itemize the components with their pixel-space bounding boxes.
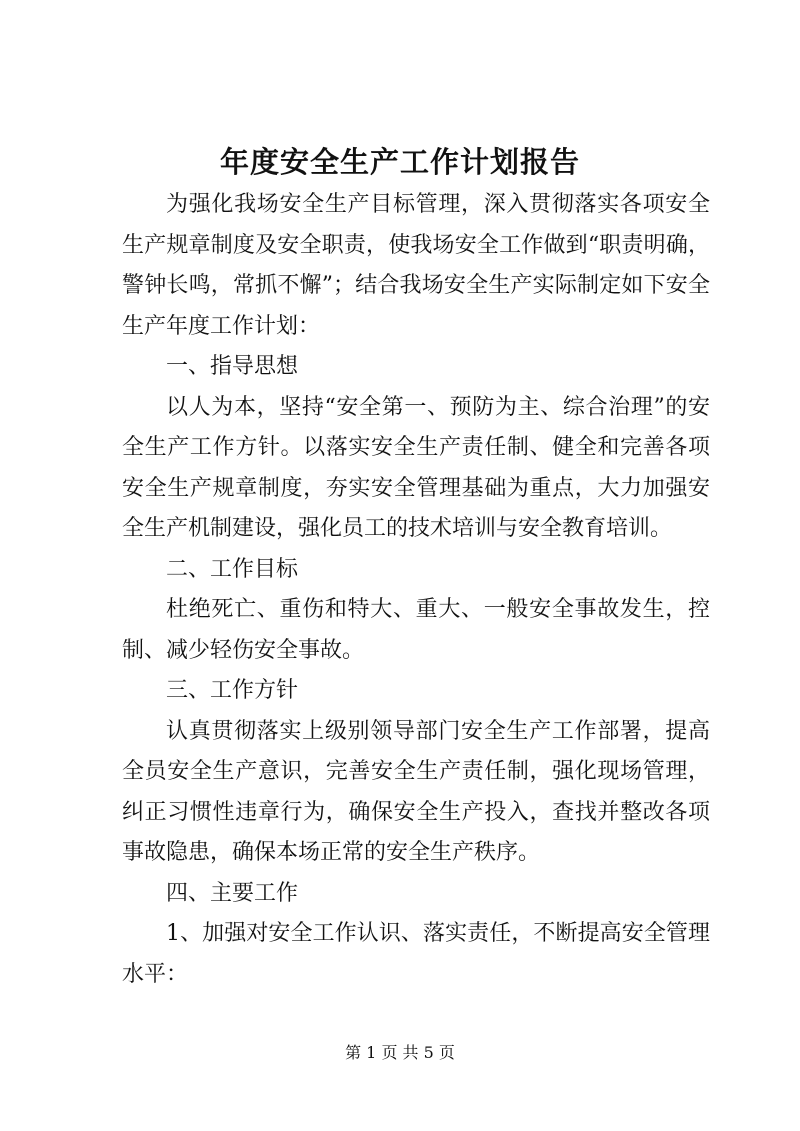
section-heading-main-work: 四、主要工作 <box>166 880 299 906</box>
intro-paragraph: 为强化我场安全生产目标管理，深入贯彻落实各项安全生产规章制度及安全职责，使我场安全工作做到“职责明确，警钟长鸣，常抓不懈”；结合我场安全生产实际制定如下安全生产年度工作计划： <box>122 192 710 339</box>
section-heading-work-policy: 三、工作方针 <box>166 678 299 703</box>
main-work-item-1: 1、加强对安全工作认识、落实责任，不断提高安全管理水平： <box>122 921 710 987</box>
document-body <box>122 185 710 995</box>
page-footer: 第 1 页 共 5 页 <box>345 1043 455 1062</box>
guiding-ideology-paragraph: 以人为本，坚持“安全第一、预防为主、综合治理”的安全生产工作方针。以落实安全生产责任制、健全和完善各项安全生产规章制度，夯实安全管理基础为重点，大力加强安全生产机制建设，强化员工的技术培训与安全教育培训。 <box>122 394 710 541</box>
section-heading-work-goals: 二、工作目标 <box>166 556 299 582</box>
document-title: 年度安全生产工作计划报告 <box>219 145 580 179</box>
work-policy-paragraph: 认真贯彻落实上级别领导部门安全生产工作部署，提高全员安全生产意识，完善安全生产责任制，强化现场管理，纠正习惯性违章行为，确保安全生产投入，查找并整改各项事故隐患，确保本场正常的安全生产秩序。 <box>122 718 710 865</box>
section-heading-guiding-ideology: 一、指导思想 <box>166 354 299 379</box>
work-goals-paragraph: 杜绝死亡、重伤和特大、重大、一般安全事故发生，控制、减少轻伤安全事故。 <box>122 597 710 663</box>
